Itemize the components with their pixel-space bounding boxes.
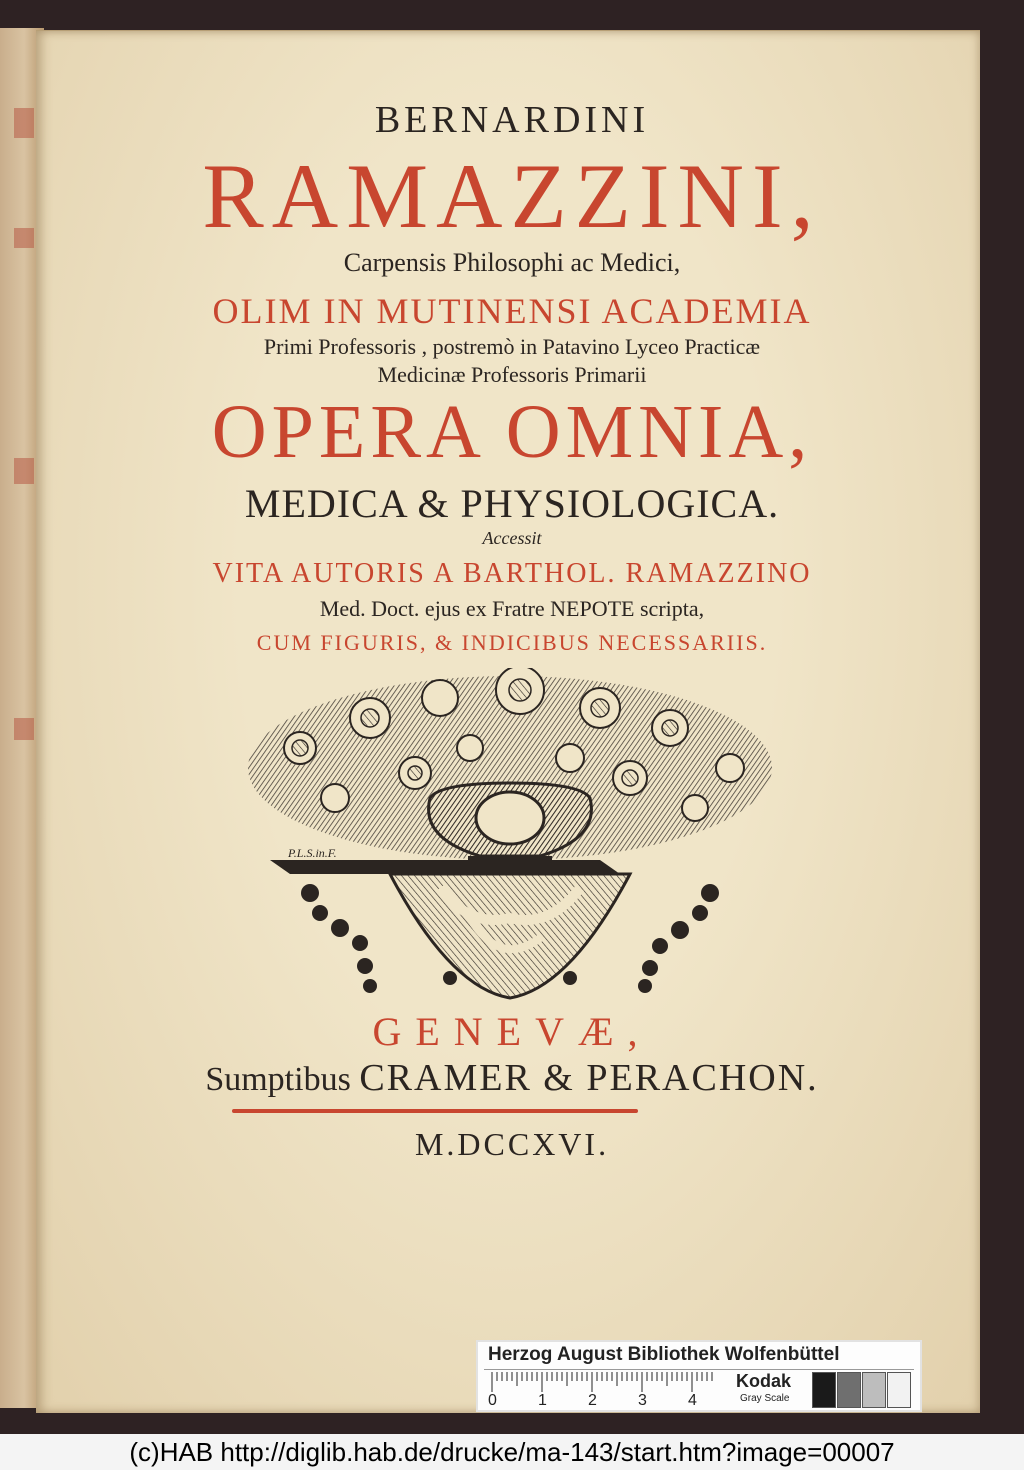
ruler-number: 3 xyxy=(638,1392,647,1409)
publisher-names: CRAMER & PERACHON. xyxy=(359,1057,819,1099)
flower-vase-ornament xyxy=(240,668,780,1002)
imprint-year: M.DCCXVI. xyxy=(414,1126,610,1162)
position-line-2: Medicinæ Professoris Primarii xyxy=(377,362,647,387)
position-line-1: Primi Professoris , postremò in Patavino Lyceo Practicæ xyxy=(263,334,761,359)
work-title: OPERA OMNIA, xyxy=(211,390,813,474)
gray-patch xyxy=(812,1372,836,1408)
figures-line: CUM FIGURIS, & INDICIBUS NECESSARIIS. xyxy=(256,630,768,655)
gray-patch xyxy=(862,1372,886,1408)
ruler-number: 0 xyxy=(488,1392,497,1409)
source-url: (c)HAB http://diglib.hab.de/drucke/ma-143/start.htm?image=00007 xyxy=(129,1437,895,1467)
kodak-brand: Kodak xyxy=(736,1371,792,1391)
imprint-rule xyxy=(232,1109,638,1113)
author-surname: RAMAZZINI, xyxy=(202,145,822,247)
gray-patch xyxy=(837,1372,861,1408)
ruler-number: 2 xyxy=(588,1392,597,1409)
gray-patch xyxy=(887,1372,911,1408)
imprint-publisher xyxy=(0,1056,1024,1100)
imprint-city: GENEVÆ, xyxy=(372,1009,652,1054)
library-colour-card-panel xyxy=(476,1340,922,1412)
nephew-line: Med. Doct. ejus ex Fratre NEPOTE scripta, xyxy=(319,596,705,621)
ruler-number: 4 xyxy=(688,1392,697,1409)
library-name: Herzog August Bibliothek Wolfenbüttel xyxy=(488,1344,840,1365)
academy-line: OLIM IN MUTINENSI ACADEMIA xyxy=(212,291,812,331)
vita-line: VITA AUTORIS A BARTHOL. RAMAZZINO xyxy=(212,558,812,589)
ruler-number: 1 xyxy=(538,1392,547,1409)
ornament-signature: P.L.S.in.F. xyxy=(288,846,337,860)
gray-scale-label: Gray Scale xyxy=(740,1393,790,1404)
publisher-prefix: Sumptibus xyxy=(205,1061,351,1098)
work-subtitle: MEDICA & PHYSIOLOGICA. xyxy=(244,481,780,526)
author-origin: Carpensis Philosophi ac Medici, xyxy=(343,248,681,277)
author-first-name: BERNARDINI xyxy=(374,99,650,141)
ruler xyxy=(488,1372,724,1394)
card-divider xyxy=(484,1369,914,1370)
accessit-line: Accessit xyxy=(482,528,542,548)
